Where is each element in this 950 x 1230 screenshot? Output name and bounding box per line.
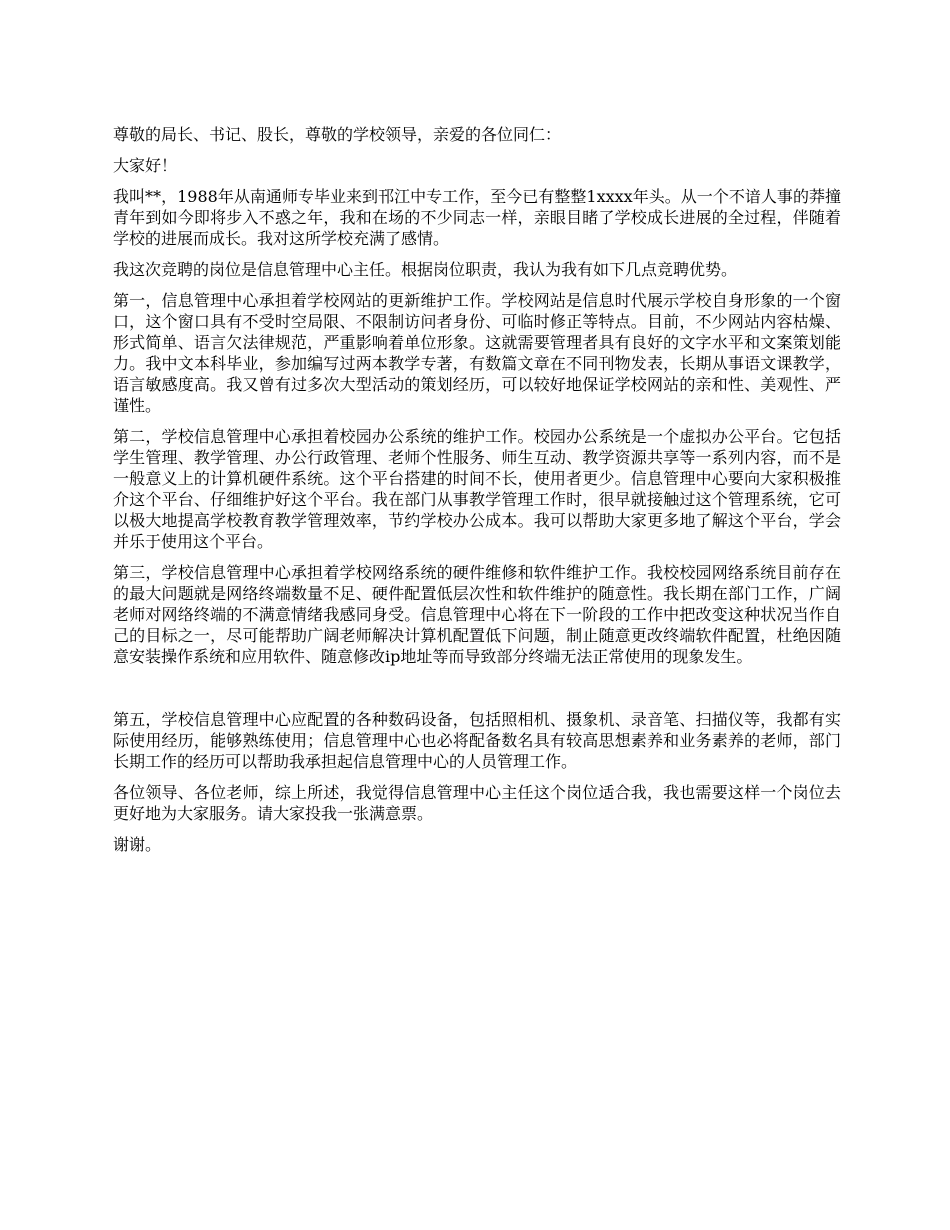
document-body — [113, 124, 841, 865]
paragraph-intro: 我叫**，1988年从南通师专毕业来到邗江中专工作，至今已有整整1xxxx年头。从一个不谙人事的莽撞青年到如今即将步入不惑之年，我和在场的不少同志一样，亲眼目睹了学校成长进展的全过程，伴随着学校的进展而成长。我对这所学校充满了感情。 — [113, 187, 841, 248]
paragraph-second: 第二，学校信息管理中心承担着校园办公系统的维护工作。校园办公系统是一个虚拟办公平台。它包括学生管理、教学管理、办公行政管理、老师个性服务、师生互动、教学资源共享等一系列内容，而不是一般意义上的计算机硬件系统。这个平台搭建的时间不长，使用者更少。信息管理中心要向大家积极推介这个平台、仔细维护好这个平台。我在部门从事教学管理工作时，很早就接触过这个管理系统，它可以极大地提高学校教育教学管理效率，节约学校办公成本。我可以帮助大家更多地了解这个平台，学会并乐于使用这个平台。 — [113, 427, 841, 551]
paragraph-third: 第三，学校信息管理中心承担着学校网络系统的硬件维修和软件维护工作。我校校园网络系统目前存在的最大问题就是网络终端数量不足、硬件配置低层次性和软件维护的随意性。我长期在部门工作，广阔老师对网络终端的不满意情绪我感同身受。信息管理中心将在下一阶段的工作中把改变这种状况当作自己的目标之一，尽可能帮助广阔老师解决计算机配置低下问题，制止随意更改终端软件配置，杜绝因随意安装操作系统和应用软件、随意修改ip地址等而导致部分终端无法正常使用的现象发生。 — [113, 563, 841, 666]
closing: 谢谢。 — [113, 835, 162, 854]
paragraph-position: 我这次竞聘的岗位是信息管理中心主任。根据岗位职责，我认为我有如下几点竞聘优势。 — [113, 260, 738, 279]
paragraph-fifth: 第五，学校信息管理中心应配置的各种数码设备，包括照相机、摄象机、录音笔、扫描仪等，我都有实际使用经历，能够熟练使用；信息管理中心也必将配备数名具有较高思想素养和业务素养的老师，部门长期工作的经历可以帮助我承担起信息管理中心的人员管理工作。 — [113, 710, 841, 771]
greeting: 大家好！ — [113, 156, 178, 175]
salutation: 尊敬的局长、书记、股长，尊敬的学校领导，亲爱的各位同仁： — [113, 125, 562, 144]
blank-gap — [113, 677, 841, 709]
paragraph-first: 第一，信息管理中心承担着学校网站的更新维护工作。学校网站是信息时代展示学校自身形象的一个窗口，这个窗口具有不受时空局限、不限制访问者身份、可临时修正等特点。目前，不少网站内容枯燥、形式简单、语言欠法律规范，严重影响着单位形象。这就需要管理者具有良好的文字水平和文案策划能力。我中文本科毕业，参加编写过两本教学专著，有数篇文章在不同刊物发表，长期从事语文课教学，语言敏感度高。我又曾有过多次大型活动的策划经历，可以较好地保证学校网站的亲和性、美观性、严谨性。 — [113, 291, 841, 415]
paragraph-summary: 各位领导、各位老师，综上所述，我觉得信息管理中心主任这个岗位适合我，我也需要这样一个岗位去更好地为大家服务。请大家投我一张满意票。 — [113, 783, 841, 823]
